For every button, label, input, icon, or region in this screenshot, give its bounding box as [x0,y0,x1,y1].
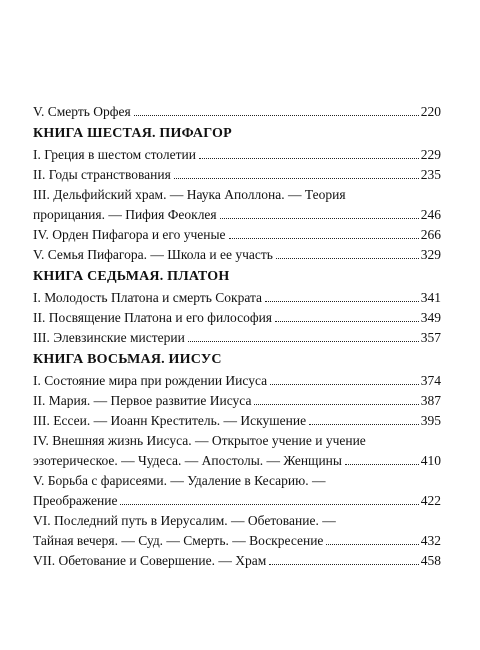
page-number: 235 [420,167,441,182]
page-number: 220 [420,104,441,119]
dot-leader [270,384,419,385]
toc-entry [33,102,441,122]
page-number: 349 [420,310,441,325]
dot-leader [276,258,419,259]
entry-title: V. Семья Пифагора. — Школа и ее участь [33,247,273,262]
dot-leader [220,218,419,219]
dot-leader [174,178,419,179]
toc-entry [33,145,441,165]
toc-entry [33,225,441,245]
entry-title: II. Посвящение Платона и его философия [33,310,273,325]
dot-leader [188,341,419,342]
entry-title: I. Состояние мира при рождении Иисуса [33,373,268,388]
entry-title-line: IV. Внешняя жизнь Иисуса. — Открытое учение и учение [33,433,366,448]
toc-entry [33,371,441,391]
toc-entry [33,491,441,511]
toc-entry [33,165,441,185]
page-number: 422 [420,493,441,508]
toc-entry [33,308,441,328]
toc-entry [33,328,441,348]
page-number: 229 [420,147,441,162]
dot-leader [199,158,419,159]
page-number: 395 [420,413,441,428]
page-number: 432 [420,533,441,548]
dot-leader [134,115,419,116]
entry-title: I. Молодость Платона и смерть Сократа [33,290,263,305]
entry-title-continued: эзотерическое. — Чудеса. — Апостолы. — Женщины [33,453,342,468]
dot-leader [254,404,418,405]
entry-title-continued: прорицания. — Пифия Феоклея [33,207,217,222]
toc-entry [33,288,441,308]
page-number: 341 [420,290,441,305]
page-number: 266 [420,227,441,242]
toc-entry [33,391,441,411]
entry-title-continued: Преображение [33,493,118,508]
book-heading: КНИГА СЕДЬМАЯ. ПЛАТОН [33,269,230,284]
dot-leader [269,564,418,565]
toc-entry [33,245,441,265]
toc-entry [33,411,441,431]
entry-title-line: III. Дельфийский храм. — Наука Аполлона. — Теория [33,187,346,202]
page-number: 458 [420,553,441,568]
book-heading: КНИГА ШЕСТАЯ. ПИФАГОР [33,126,232,141]
toc-entry [33,551,441,571]
dot-leader [229,238,419,239]
entry-title: V. Смерть Орфея [33,104,131,119]
entry-title: II. Годы странствования [33,167,171,182]
entry-title-line: VI. Последний путь в Иерусалим. — Обетование. — [33,513,336,528]
page-number: 374 [420,373,441,388]
entry-title: IV. Орден Пифагора и его ученые [33,227,226,242]
page-number: 246 [420,207,441,222]
toc-entry [33,531,441,551]
dot-leader [326,544,418,545]
dot-leader [265,301,419,302]
dot-leader [309,424,419,425]
page-number: 329 [420,247,441,262]
entry-title: VII. Обетование и Совершение. — Храм [33,553,267,568]
entry-title-line: V. Борьба с фарисеями. — Удаление в Кесарию. — [33,473,326,488]
page-number: 357 [420,330,441,345]
toc-entry [33,205,441,225]
entry-title-continued: Тайная вечеря. — Суд. — Смерть. — Воскресение [33,533,324,548]
entry-title: II. Мария. — Первое развитие Иисуса [33,393,252,408]
dot-leader [275,321,419,322]
book-heading: КНИГА ВОСЬМАЯ. ИИСУС [33,352,222,367]
toc-entry [33,451,441,471]
page-number: 387 [420,393,441,408]
entry-title: III. Ессеи. — Иоанн Креститель. — Искушение [33,413,307,428]
dot-leader [120,504,418,505]
entry-title: III. Элевзинские мистерии [33,330,185,345]
dot-leader [345,464,419,465]
entry-title: I. Греция в шестом столетии [33,147,196,162]
table-of-contents [33,102,441,571]
page-number: 410 [420,453,441,468]
